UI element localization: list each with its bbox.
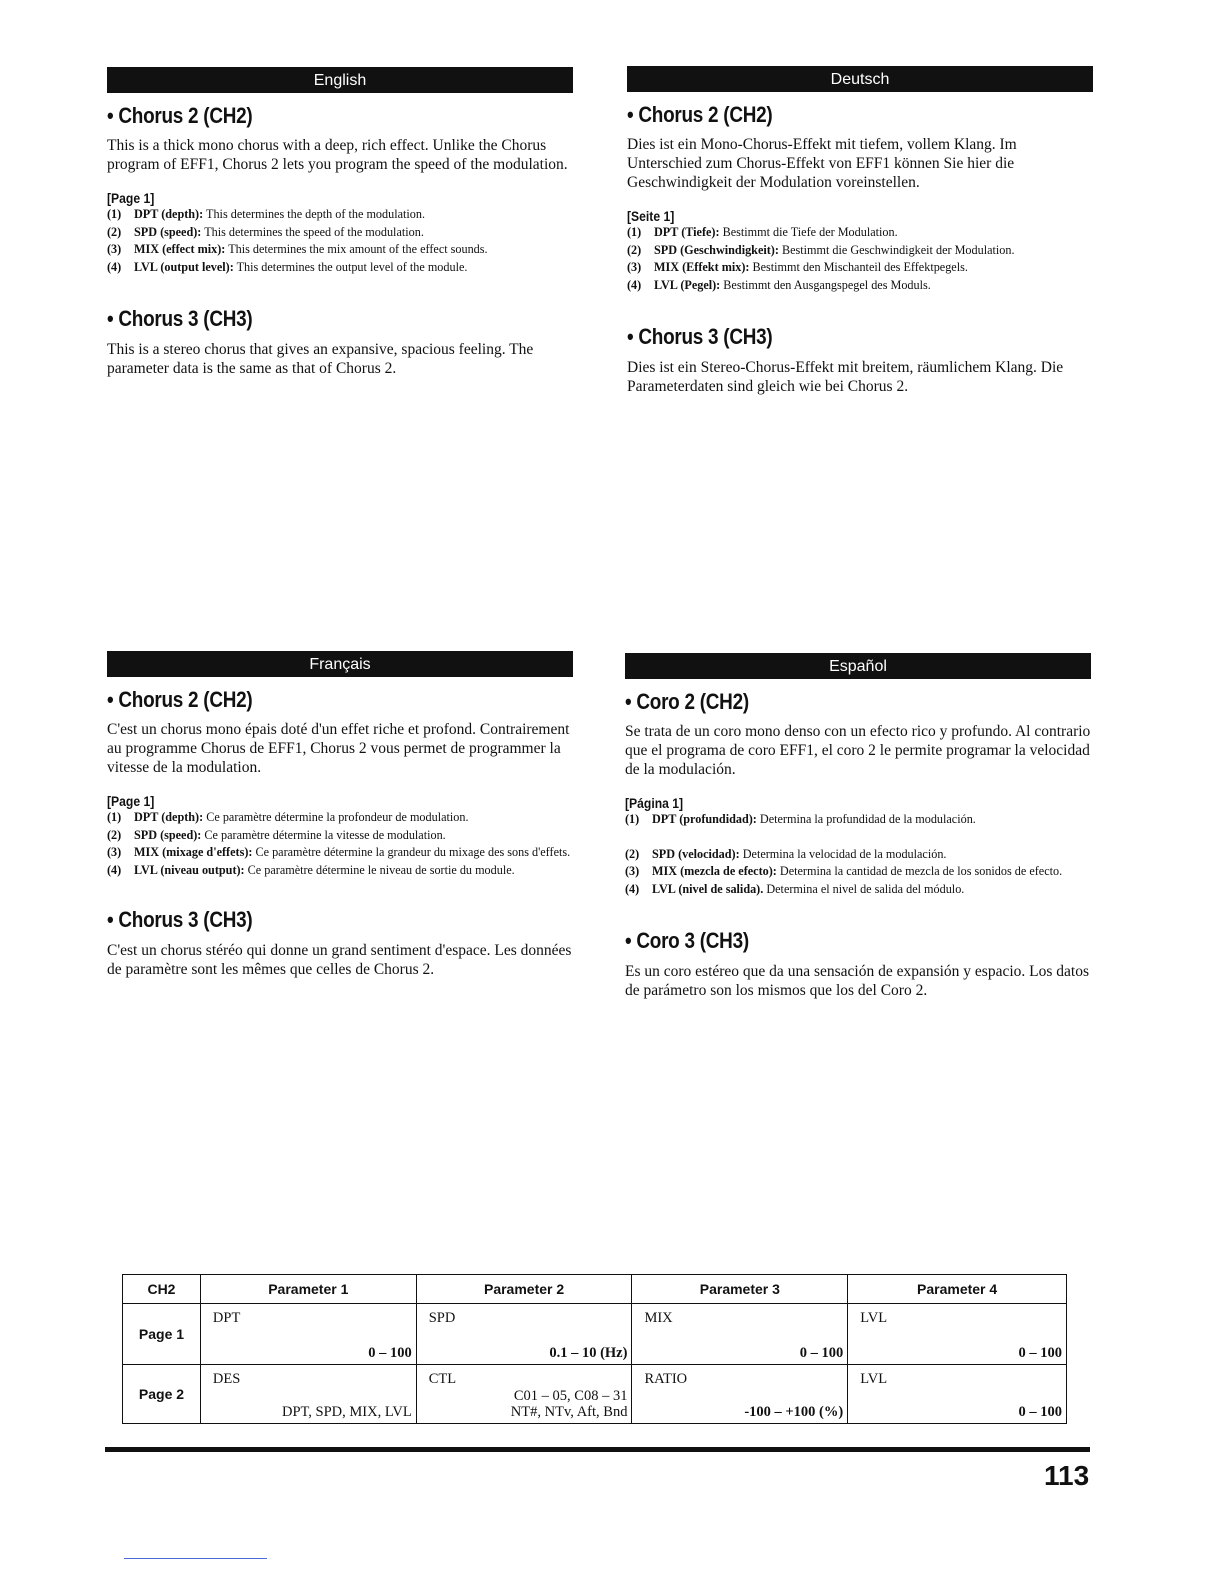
para-chorus3-en: This is a stereo chorus that gives an expansive, spacious feeling. The parameter data is the same as that of Chorus 2. <box>107 341 534 377</box>
list-item: (3) MIX (mezcla de efecto): Determina la cantidad de mezcla de los sonidos de efecto. <box>625 864 1063 878</box>
intro-fr: C'est un chorus mono épais doté d'un effet riche et profond. Contrairement au programme Chorus de EFF1, Chorus 2 vous permet de programmer la vitesse de la modulation. <box>107 721 570 776</box>
heading-chorus3-en: • Chorus 3 (CH3) <box>107 306 253 331</box>
table-cell: SPD 0.1 – 10 (Hz) <box>416 1304 632 1365</box>
heading-coro2-es: • Coro 2 (CH2) <box>625 689 749 714</box>
list-item: (4) LVL (output level): This determines the output level of the module. <box>107 259 468 274</box>
list-item: (3) MIX (effect mix): This determines the mix amount of the effect sounds. <box>107 242 488 256</box>
heading-chorus2-fr: • Chorus 2 (CH2) <box>107 687 253 712</box>
intro-de: Dies ist ein Mono-Chorus-Effekt mit tiefem, vollem Klang. Im Unterschied zum Chorus-Effekt von EFF1 können Sie hier die Geschwindigkeit der Modulation voreinstellen. <box>627 136 1017 191</box>
language-header-francais: Français <box>107 651 573 677</box>
table-cell: DES DPT, SPD, MIX, LVL <box>200 1365 416 1424</box>
param-list-en <box>107 206 573 276</box>
page-number: 113 <box>1044 1460 1090 1491</box>
param-list-de <box>627 224 1093 294</box>
table-cell: MIX 0 – 100 <box>632 1304 848 1365</box>
list-item: (2) SPD (speed): Ce paramètre détermine la vitesse de modulation. <box>107 827 446 842</box>
list-item: (3) MIX (Effekt mix): Bestimmt den Mischanteil des Effektpegels. <box>627 260 968 274</box>
parameter-table <box>122 1274 1067 1424</box>
footer-rule <box>105 1447 1090 1452</box>
espanol-section <box>625 653 1091 1000</box>
table-header: Parameter 3 <box>632 1275 848 1304</box>
list-item: (4) LVL (niveau output): Ce paramètre détermine le niveau de sortie du module. <box>107 862 515 877</box>
francais-section <box>107 651 573 979</box>
table-row <box>123 1304 1067 1365</box>
deutsch-section <box>627 66 1093 396</box>
list-item: (4) LVL (Pegel): Bestimmt den Ausgangspegel des Moduls. <box>627 277 931 292</box>
page-label-fr: [Page 1] <box>107 794 155 809</box>
heading-chorus3-fr: • Chorus 3 (CH3) <box>107 907 253 932</box>
table-cell: LVL 0 – 100 <box>848 1365 1067 1424</box>
table-header: CH2 <box>123 1275 201 1304</box>
table-cell: CTL C01 – 05, C08 – 31 NT#, NTv, Aft, Bnd <box>416 1365 632 1424</box>
heading-chorus2-de: • Chorus 2 (CH2) <box>627 102 773 127</box>
intro-es: Se trata de un coro mono denso con un efecto rico y profundo. Al contrario que el programa de coro EFF1, el coro 2 le permite programar la velocidad de la modulación. <box>625 723 1091 778</box>
para-chorus3-de: Dies ist ein Stereo-Chorus-Effekt mit breitem, räumlichem Klang. Die Parameterdaten sind gleich wie bei Chorus 2. <box>627 359 1064 395</box>
para-chorus3-fr: C'est un chorus stéréo qui donne un grand sentiment d'espace. Les données de paramètre sont les mêmes que celles de Chorus 2. <box>107 942 572 978</box>
para-coro3-es: Es un coro estéreo que da una sensación de expansión y espacio. Los datos de parámetro son los mismos que los del Coro 2. <box>625 963 1090 999</box>
table-row <box>123 1365 1067 1424</box>
list-item: (1) DPT (profundidad): Determina la profundidad de la modulación. <box>625 812 976 826</box>
page-label-de: [Seite 1] <box>627 209 675 224</box>
table-cell: LVL 0 – 100 <box>848 1304 1067 1365</box>
intro-en: This is a thick mono chorus with a deep, rich effect. Unlike the Chorus program of EFF1, Chorus 2 lets you program the speed of the modulation. <box>107 137 568 173</box>
list-item: (2) SPD (speed): This determines the speed of the modulation. <box>107 224 424 239</box>
link-underline <box>124 1558 267 1559</box>
param-list-fr <box>107 809 573 879</box>
language-header-espanol: Español <box>625 653 1091 679</box>
page-label-es: [Página 1] <box>625 796 684 811</box>
list-item: (1) DPT (Tiefe): Bestimmt die Tiefe der Modulation. <box>627 225 898 239</box>
heading-chorus3-de: • Chorus 3 (CH3) <box>627 324 773 349</box>
table-cell: RATIO -100 – +100 (%) <box>632 1365 848 1424</box>
param-list-es <box>625 811 1091 898</box>
heading-coro3-es: • Coro 3 (CH3) <box>625 928 749 953</box>
list-item: (1) DPT (depth): This determines the depth of the modulation. <box>107 207 426 221</box>
list-item: (2) SPD (Geschwindigkeit): Bestimmt die Geschwindigkeit der Modulation. <box>627 242 1015 257</box>
list-item: (2) SPD (velocidad): Determina la velocidad de la modulación. <box>625 846 947 861</box>
row-label: Page 1 <box>123 1304 201 1365</box>
table-header-row <box>123 1275 1067 1304</box>
list-item: (4) LVL (nivel de salida). Determina el nivel de salida del módulo. <box>625 881 965 896</box>
list-item: (1) DPT (depth): Ce paramètre détermine la profondeur de modulation. <box>107 810 469 824</box>
heading-chorus2-en: • Chorus 2 (CH2) <box>107 103 253 128</box>
table-header: Parameter 2 <box>416 1275 632 1304</box>
page-label-en: [Page 1] <box>107 191 155 206</box>
row-label: Page 2 <box>123 1365 201 1424</box>
english-section <box>107 67 573 378</box>
list-item: (3) MIX (mixage d'effets): Ce paramètre détermine la grandeur du mixage des sons d'effets. <box>107 845 571 859</box>
table-header: Parameter 4 <box>848 1275 1067 1304</box>
language-header-english: English <box>107 67 573 93</box>
table-cell: DPT 0 – 100 <box>200 1304 416 1365</box>
language-header-deutsch: Deutsch <box>627 66 1093 92</box>
table-header: Parameter 1 <box>200 1275 416 1304</box>
